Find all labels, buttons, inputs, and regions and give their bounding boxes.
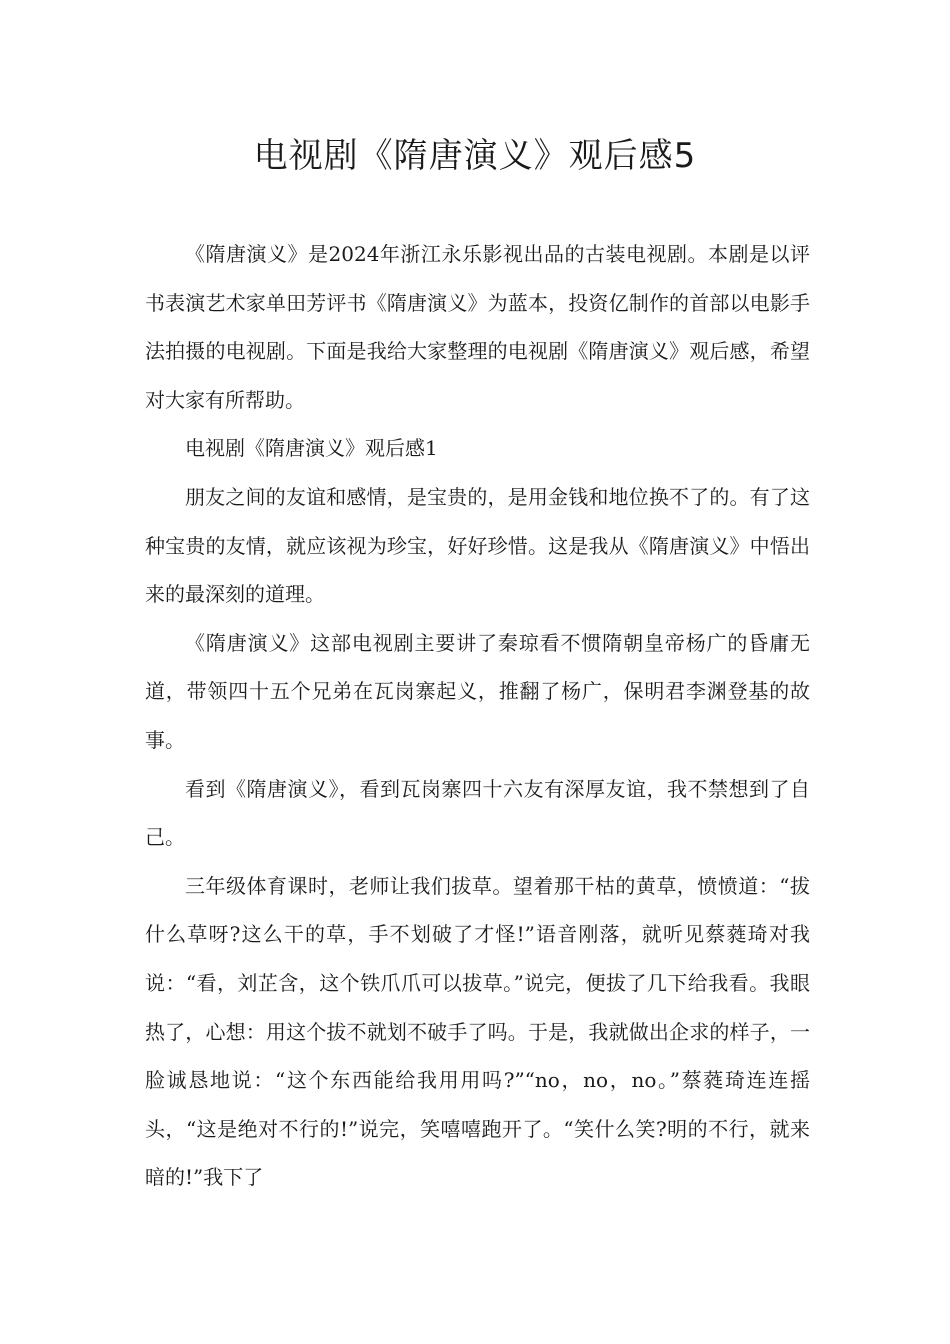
document-title: 电视剧《隋唐演义》观后感5 <box>253 136 697 176</box>
section-heading: 电视剧《隋唐演义》观后感1 <box>185 436 438 461</box>
paragraph: 《隋唐演义》这部电视剧主要讲了秦琼看不惯隋朝皇帝杨广的昏庸无道，带领四十五个兄弟在瓦岗寨起义，推翻了杨广，保明君李渊登基的故事。 <box>145 630 810 752</box>
paragraph: 朋友之间的友谊和感情，是宝贵的，是用金钱和地位换不了的。有了这种宝贵的友情，就应该视为珍宝，好好珍惜。这是我从《隋唐演义》中悟出来的最深刻的道理。 <box>145 484 810 607</box>
paragraph-intro: 《隋唐演义》是2024年浙江永乐影视出品的古装电视剧。本剧是以评书表演艺术家单田芳评书《隋唐演义》为蓝本，投资亿制作的首部以电影手法拍摄的电视剧。下面是我给大家整理的电视剧《隋唐演义》观后感，希望对大家有所帮助。 <box>145 242 810 412</box>
paragraph: 三年级体育课时，老师让我们拔草。望着那干枯的黄草，愤愤道：“拔什么草呀?这么干的草，手不划破了才怪!”语音刚落，就听见蔡蕤琦对我说：“看，刘芷含，这个铁爪爪可以拔草。”说完，便拔了几下给我看。我眼热了，心想：用这个拔不就划不破手了吗。于是，我就做出企求的样子，一脸诚恳地说：“这个东西能给我用用吗?”“no，no，no。”蔡蕤琦连连摇头，“这是绝对不行的!”说完，笑嘻嘻跑开了。“笑什么笑?明的不行，就来暗的!”我下了 <box>145 873 810 1190</box>
document-body <box>145 230 810 1202</box>
paragraph: 看到《隋唐演义》，看到瓦岗寨四十六友有深厚友谊，我不禁想到了自己。 <box>145 776 810 850</box>
